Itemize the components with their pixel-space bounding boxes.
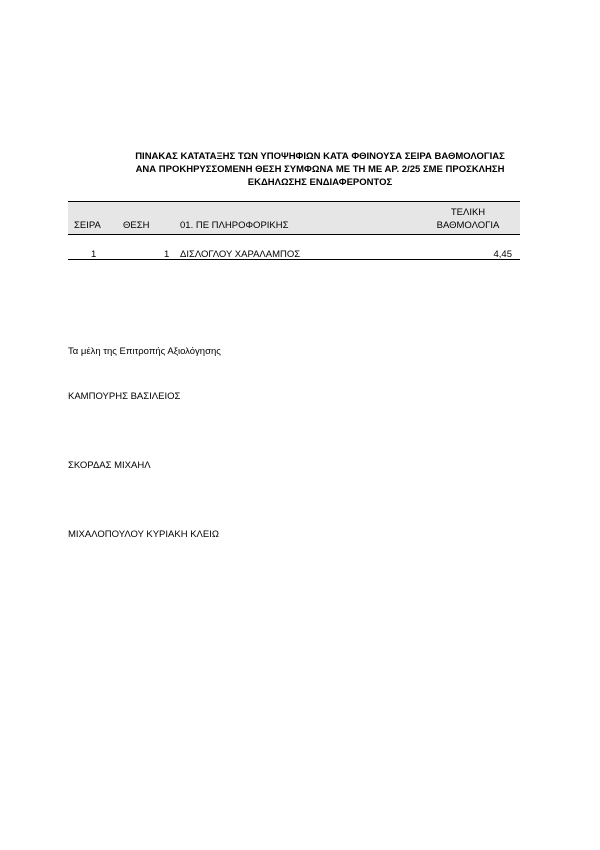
committee-member-3: ΜΙΧΑΛΟΠΟΥΛΟΥ ΚΥΡΙΑΚΗ ΚΛΕΙΩ <box>68 529 219 540</box>
committee-member-1: ΚΑΜΠΟΥΡΗΣ ΒΑΣΙΛΕΙΟΣ <box>68 391 181 402</box>
row-score: 4,45 <box>493 249 512 260</box>
document-title <box>120 150 520 189</box>
header-specialty: 01. ΠΕ ΠΛΗΡΟΦΟΡΙΚΗΣ <box>180 220 289 231</box>
header-thesi: ΘΕΣΗ <box>123 220 150 231</box>
header-score-line-2: ΒΑΘΜΟΛΟΓΙΑ <box>436 220 500 231</box>
header-score <box>428 206 508 232</box>
title-line-3: ΕΚΔΗΛΩΣΗΣ ΕΝΔΙΑΦΕΡΟΝΤΟΣ <box>247 177 393 188</box>
row-divider <box>68 259 520 260</box>
committee-heading: Τα μέλη της Επιτροπής Αξιολόγησης <box>68 346 221 357</box>
committee-member-2: ΣΚΟΡΔΑΣ ΜΙΧΑΗΛ <box>68 460 151 471</box>
title-line-1: ΠΙΝΑΚΑΣ ΚΑΤΑΤΑΞΗΣ ΤΩΝ ΥΠΟΨΗΦΙΩΝ ΚΑΤΆ ΦΘΙΝΟΥΣΑ ΣΕΙΡΑ ΒΑΘΜΟΛΟΓΙΑΣ <box>135 151 505 162</box>
row-candidate-name: ΔΙΣΛΟΓΛΟΥ ΧΑΡΑΛΑΜΠΟΣ <box>180 249 301 260</box>
row-thesi: 1 <box>164 249 170 260</box>
ranking-table <box>68 201 520 260</box>
header-score-line-1: ΤΕΛΙΚΗ <box>450 207 486 218</box>
row-seira: 1 <box>91 249 97 260</box>
header-seira: ΣΕΙΡΑ <box>74 220 101 231</box>
title-line-2: ΑΝΑ ΠΡΟΚΗΡΥΣΣΟΜΕΝΗ ΘΕΣΗ ΣΥΜΦΩΝΑ ΜΕ ΤΗ ΜΕ ΑΡ. 2/25 ΣΜΕ ΠΡΟΣΚΛΗΣΗ <box>135 164 505 175</box>
